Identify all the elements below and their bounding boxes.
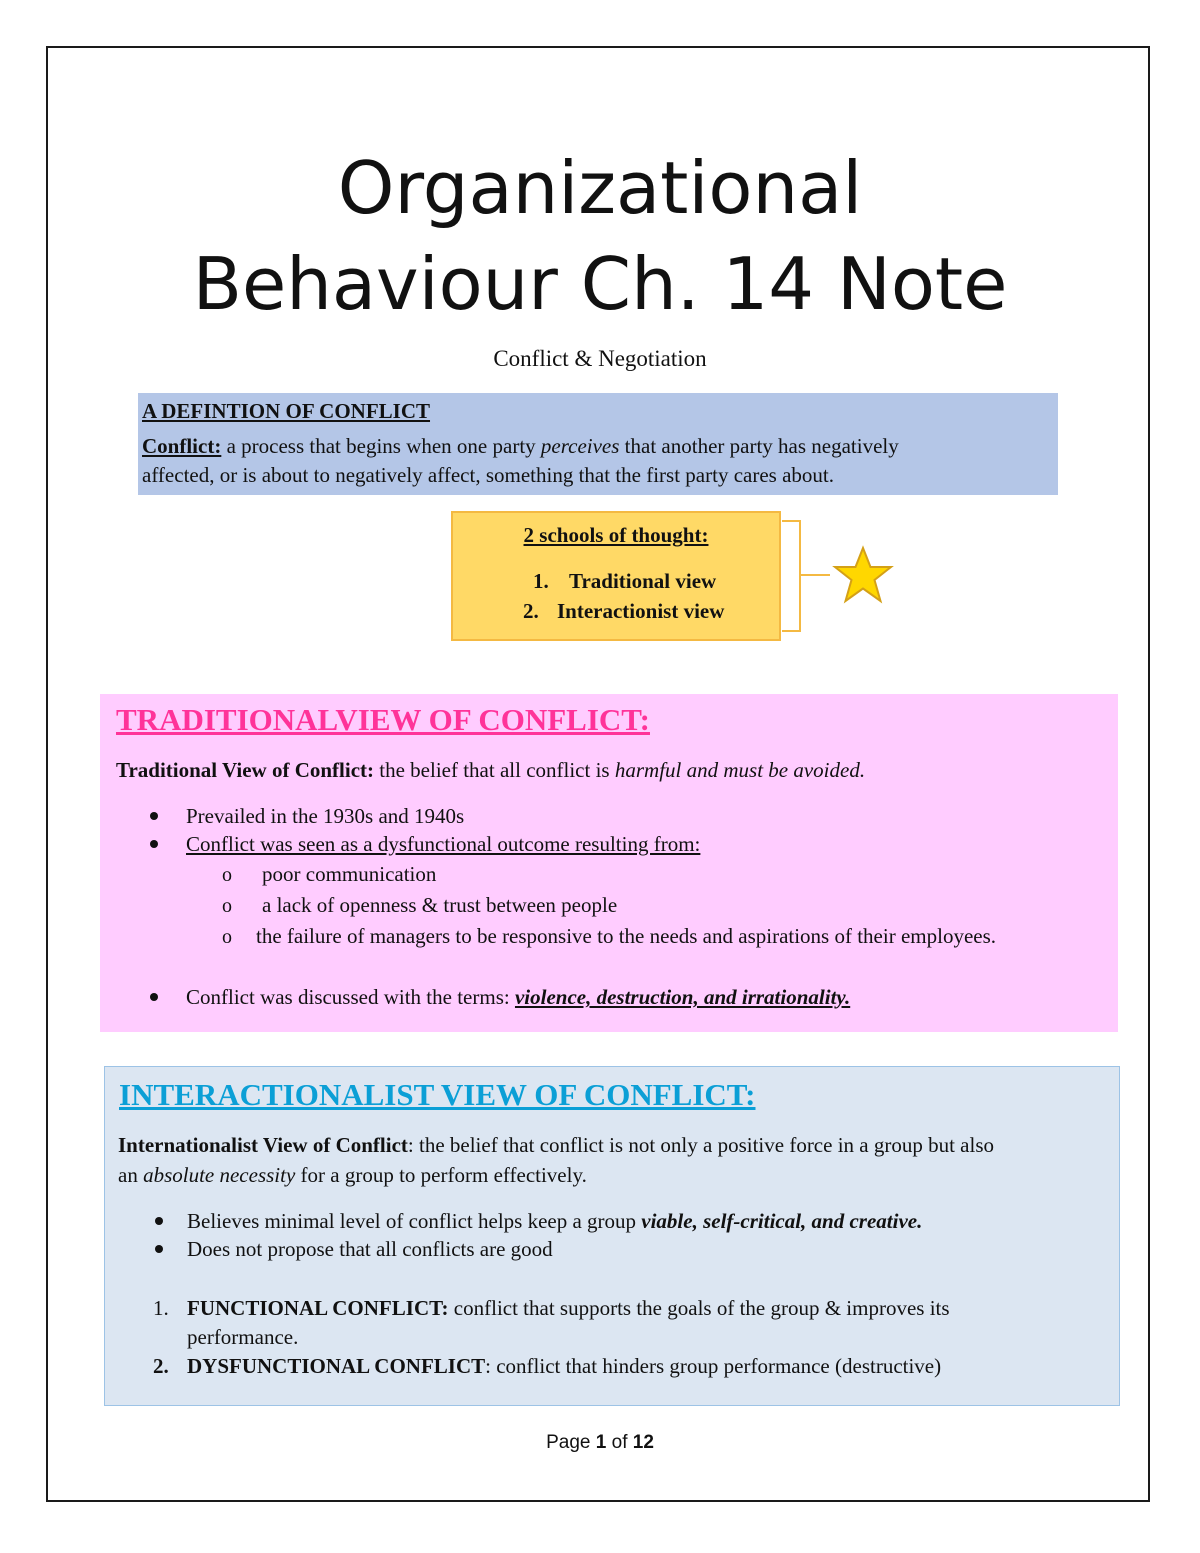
interactionist-definition-line2	[118, 1163, 587, 1188]
schools-title: 2 schools of thought:	[523, 523, 709, 547]
page-current: 1	[595, 1432, 607, 1453]
traditional-sub-bullet: the failure of managers to be responsive to the needs and aspirations of their employees.	[256, 924, 997, 948]
traditional-bullet: Prevailed in the 1930s and 1940s	[186, 804, 465, 828]
numbered-item-num: 1.	[153, 1296, 169, 1320]
ring-bullet-icon: o	[222, 926, 232, 948]
document-title	[0, 140, 1200, 332]
traditional-section	[100, 694, 1118, 1032]
definition-text-a: a process that begins when one party	[221, 434, 541, 458]
page-middle: of	[606, 1432, 633, 1453]
interactionist-heading: INTERACTIONALIST VIEW OF CONFLICT:	[119, 1077, 756, 1112]
traditional-def-text: the belief that all conflict is	[374, 758, 615, 782]
traditional-last-bullet	[186, 985, 850, 1010]
bullet-icon	[150, 840, 158, 848]
bullet-icon	[155, 1245, 163, 1253]
functional-conflict-term: FUNCTIONAL CONFLICT:	[187, 1296, 449, 1320]
dysfunctional-conflict-text: : conflict that hinders group performance (destructive)	[485, 1354, 942, 1378]
page-prefix: Page	[546, 1432, 596, 1453]
interactionist-bullet: Does not propose that all conflicts are good	[187, 1237, 553, 1261]
title-line-1: Organizational	[337, 146, 863, 230]
traditional-last-bullet-text: Conflict was discussed with the terms:	[186, 985, 515, 1009]
functional-conflict-item	[187, 1296, 950, 1321]
ring-bullet-icon: o	[222, 895, 232, 917]
schools-callout	[451, 511, 781, 641]
bracket-connector	[780, 519, 832, 635]
definition-box	[138, 393, 1058, 495]
interactionist-def-line2-b: for a group to perform effectively.	[295, 1163, 587, 1187]
dysfunctional-conflict-item	[187, 1354, 941, 1379]
page-number	[0, 1432, 1200, 1454]
document-subtitle: Conflict & Negotiation	[493, 346, 707, 371]
interactionist-def-line2-a: an	[118, 1163, 144, 1187]
traditional-sub-bullet: poor communication	[262, 862, 437, 886]
definition-text-b: that another party has negatively	[619, 434, 899, 458]
traditional-def-emphasis: harmful and must be avoided.	[614, 758, 866, 782]
interactionist-def-term: Internationalist View of Conflict	[118, 1133, 408, 1157]
definition-heading: A DEFINTION OF CONFLICT	[142, 399, 431, 423]
interactionist-bullet1-text: Believes minimal level of conflict helps keep a group	[187, 1209, 642, 1233]
interactionist-definition	[118, 1133, 994, 1158]
definition-emphasis: perceives	[540, 434, 620, 458]
interactionist-def-emphasis: absolute necessity	[143, 1163, 296, 1187]
definition-text	[142, 432, 1054, 490]
traditional-definition	[116, 758, 865, 783]
interactionist-bullet1-emphasis: viable, self-critical, and creative.	[641, 1209, 923, 1233]
school-item-traditional: Traditional view	[569, 569, 717, 593]
traditional-bullet: Conflict was seen as a dysfunctional outcome resulting from:	[186, 832, 701, 856]
page-total: 12	[632, 1432, 654, 1453]
title-line-2: Behaviour Ch. 14 Note	[192, 242, 1008, 326]
school-item-num: 2.	[523, 599, 539, 623]
bullet-icon	[150, 993, 158, 1001]
traditional-last-bullet-emphasis: violence, destruction, and irrationality.	[514, 985, 851, 1009]
school-item-num: 1.	[533, 569, 549, 593]
numbered-item-num: 2.	[153, 1354, 169, 1378]
star-icon	[832, 545, 894, 605]
dysfunctional-conflict-term: DYSFUNCTIONAL CONFLICT	[187, 1354, 486, 1378]
interactionist-def-text: : the belief that conflict is not only a positive force in a group but also	[407, 1133, 995, 1157]
functional-conflict-text: conflict that supports the goals of the group & improves its	[448, 1296, 950, 1320]
bullet-icon	[150, 812, 158, 820]
definition-term: Conflict:	[142, 434, 222, 458]
traditional-def-term: Traditional View of Conflict:	[116, 758, 375, 782]
ring-bullet-icon: o	[222, 864, 232, 886]
school-item-interactionist: Interactionist view	[557, 599, 725, 623]
interactionist-section	[104, 1066, 1120, 1406]
functional-conflict-text-line2: performance.	[187, 1325, 299, 1349]
definition-text-line2: affected, or is about to negatively affect, something that the first party cares about.	[142, 463, 834, 487]
bullet-icon	[155, 1217, 163, 1225]
interactionist-bullet	[187, 1209, 922, 1234]
traditional-sub-bullet: a lack of openness & trust between people	[262, 893, 618, 917]
traditional-heading: TRADITIONALVIEW OF CONFLICT:	[116, 702, 650, 737]
